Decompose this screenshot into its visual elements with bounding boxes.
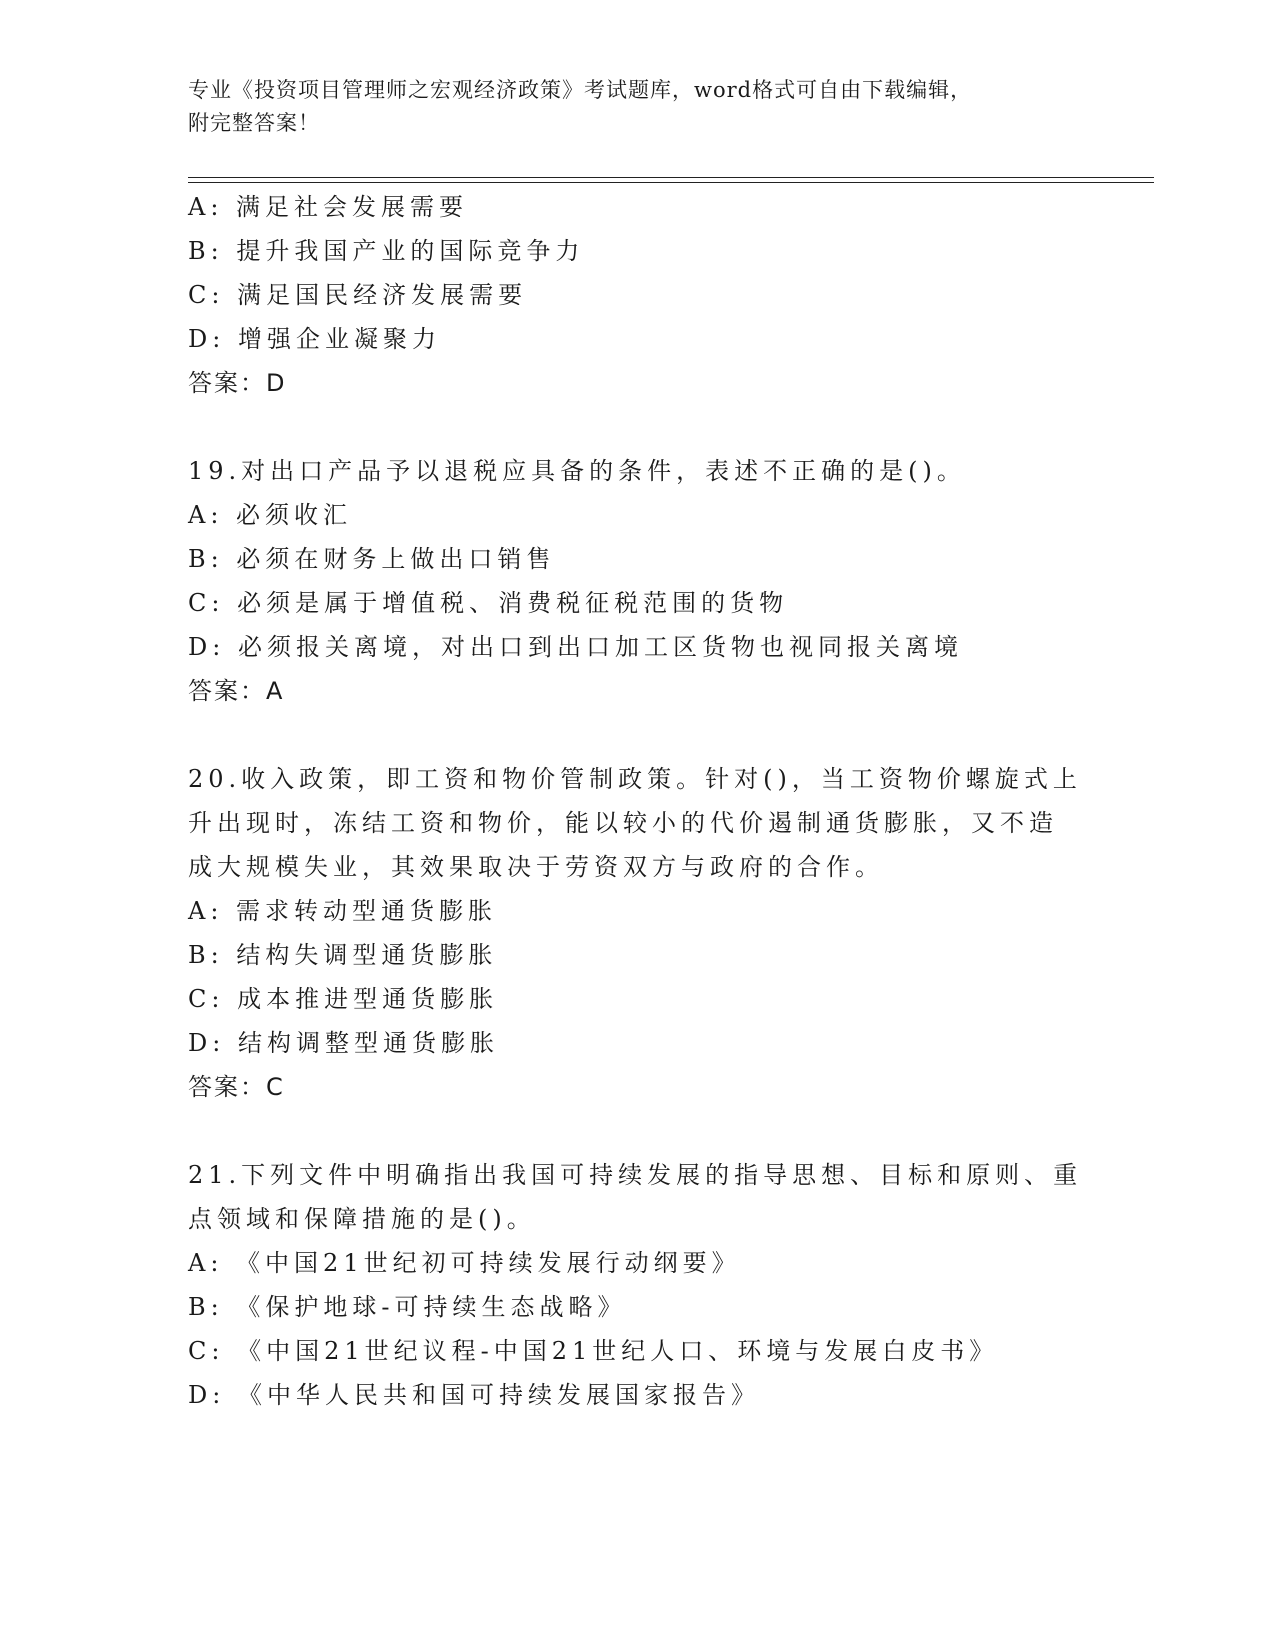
q18-option-a: A: 满足社会发展需要 — [188, 193, 469, 221]
q20-option-a: A: 需求转动型通货膨胀 — [188, 897, 498, 925]
q21-option-b: B: 《保护地球-可持续生态战略》 — [188, 1293, 627, 1321]
q18-option-b: B: 提升我国产业的国际竞争力 — [188, 237, 585, 265]
q19-option-b: B: 必须在财务上做出口销售 — [188, 545, 556, 573]
q21-option-c: C: 《中国21世纪议程-中国21世纪人口、环境与发展白皮书》 — [188, 1337, 999, 1365]
q20-question-line-2: 升出现时，冻结工资和物价，能以较小的代价遏制通货膨胀，又不造 — [188, 809, 1058, 837]
q19-option-c: C: 必须是属于增值税、消费税征税范围的货物 — [188, 589, 789, 617]
q19-option-d: D: 必须报关离境，对出口到出口加工区货物也视同报关离境 — [188, 633, 963, 661]
header-line-2: 附完整答案！ — [188, 111, 320, 135]
q20-option-b: B: 结构失调型通货膨胀 — [188, 941, 498, 969]
q21-option-a: A: 《中国21世纪初可持续发展行动纲要》 — [188, 1249, 741, 1277]
q20-option-c: C: 成本推进型通货膨胀 — [188, 985, 499, 1013]
q21-question-line-2: 点领域和保障措施的是()。 — [188, 1205, 536, 1233]
q21-option-d: D: 《中华人民共和国可持续发展国家报告》 — [188, 1381, 760, 1409]
header-rule-top — [188, 177, 1154, 178]
q18-answer: 答案：D — [188, 369, 287, 397]
q18-option-d: D: 增强企业凝聚力 — [188, 325, 441, 353]
q20-answer: 答案：C — [188, 1073, 285, 1101]
q18-option-c: C: 满足国民经济发展需要 — [188, 281, 528, 309]
header-rule-bottom — [188, 182, 1154, 183]
q20-option-d: D: 结构调整型通货膨胀 — [188, 1029, 499, 1057]
q19-option-a: A: 必须收汇 — [188, 501, 353, 529]
document-header — [188, 74, 1068, 140]
q20-question-line-3: 成大规模失业，其效果取决于劳资双方与政府的合作。 — [188, 853, 884, 881]
header-line-1: 专业《投资项目管理师之宏观经济政策》考试题库，word格式可自由下载编辑， — [188, 78, 973, 102]
q20-question-line-1: 20.收入政策，即工资和物价管制政策。针对()，当工资物价螺旋式上 — [188, 765, 1082, 793]
q19-answer: 答案：A — [188, 677, 285, 705]
q21-question-line-1: 21.下列文件中明确指出我国可持续发展的指导思想、目标和原则、重 — [188, 1161, 1083, 1189]
q19-question: 19.对出口产品予以退税应具备的条件，表述不正确的是()。 — [188, 457, 966, 485]
